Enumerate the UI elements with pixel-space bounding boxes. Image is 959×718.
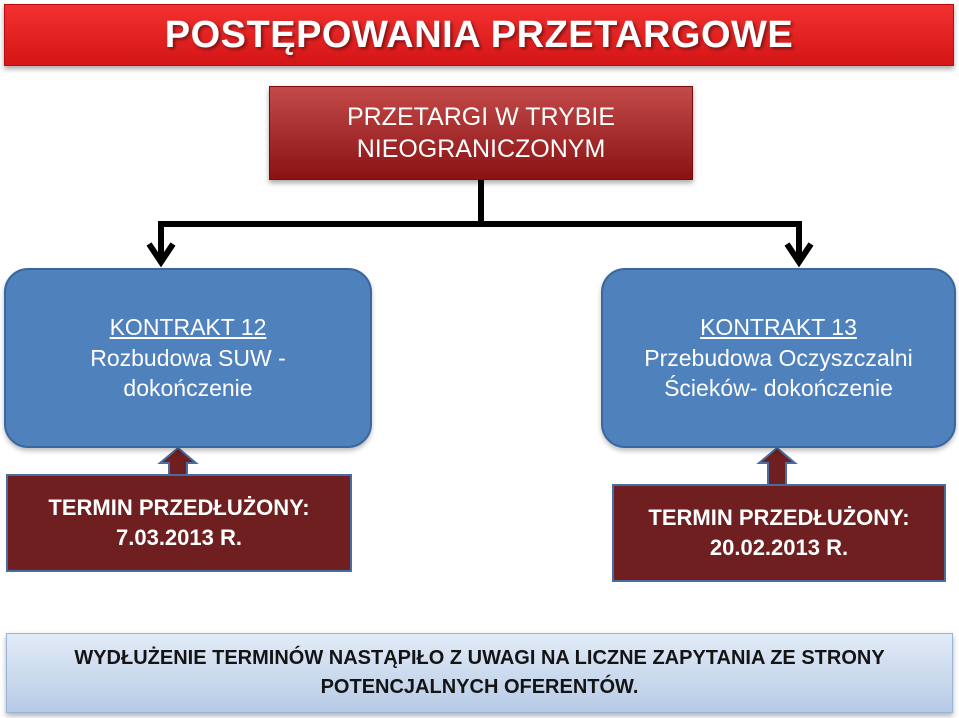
extension-note xyxy=(6,633,953,713)
extension-note-line1: WYDŁUŻENIE TERMINÓW NASTĄPIŁO Z UWAGI NA LICZNE ZAPYTANIA ZE STRONY xyxy=(74,647,885,669)
title-banner xyxy=(4,4,954,66)
deadline-box-left xyxy=(6,474,352,572)
deadline-left-date: 7.03.2013 R. xyxy=(116,525,242,550)
contract-13-line2: Ścieków- dokończenie xyxy=(664,375,893,402)
tender-type-line1: PRZETARGI W TRYBIE xyxy=(346,102,616,131)
tender-type-box xyxy=(269,86,693,180)
deadline-right-label: TERMIN PRZEDŁUŻONY: xyxy=(648,505,910,531)
contract-13-line1: Przebudowa Oczyszczalni xyxy=(644,344,913,371)
contract-13-heading: KONTRAKT 13 xyxy=(700,314,857,341)
contract-12-line1: Rozbudowa SUW - xyxy=(90,344,286,371)
tender-type-line2: NIEOGRANICZONYM xyxy=(356,135,606,163)
up-arrow-left xyxy=(160,448,196,476)
contract-12-box xyxy=(4,268,372,448)
deadline-left-label: TERMIN PRZEDŁUŻONY: xyxy=(48,495,310,521)
down-arrow-left xyxy=(149,221,173,262)
extension-note-line2: POTENCJALNYCH OFERENTÓW. xyxy=(320,676,639,698)
up-arrow-right xyxy=(759,448,795,486)
down-arrow-right xyxy=(787,221,811,262)
contract-13-box xyxy=(601,268,956,448)
deadline-box-right xyxy=(612,484,946,582)
contract-12-heading: KONTRAKT 12 xyxy=(109,314,267,341)
contract-12-line2: dokończenie xyxy=(123,375,253,402)
deadline-right-date: 20.02.2013 R. xyxy=(709,535,849,560)
page-title: POSTĘPOWANIA PRZETARGOWE xyxy=(164,13,794,56)
